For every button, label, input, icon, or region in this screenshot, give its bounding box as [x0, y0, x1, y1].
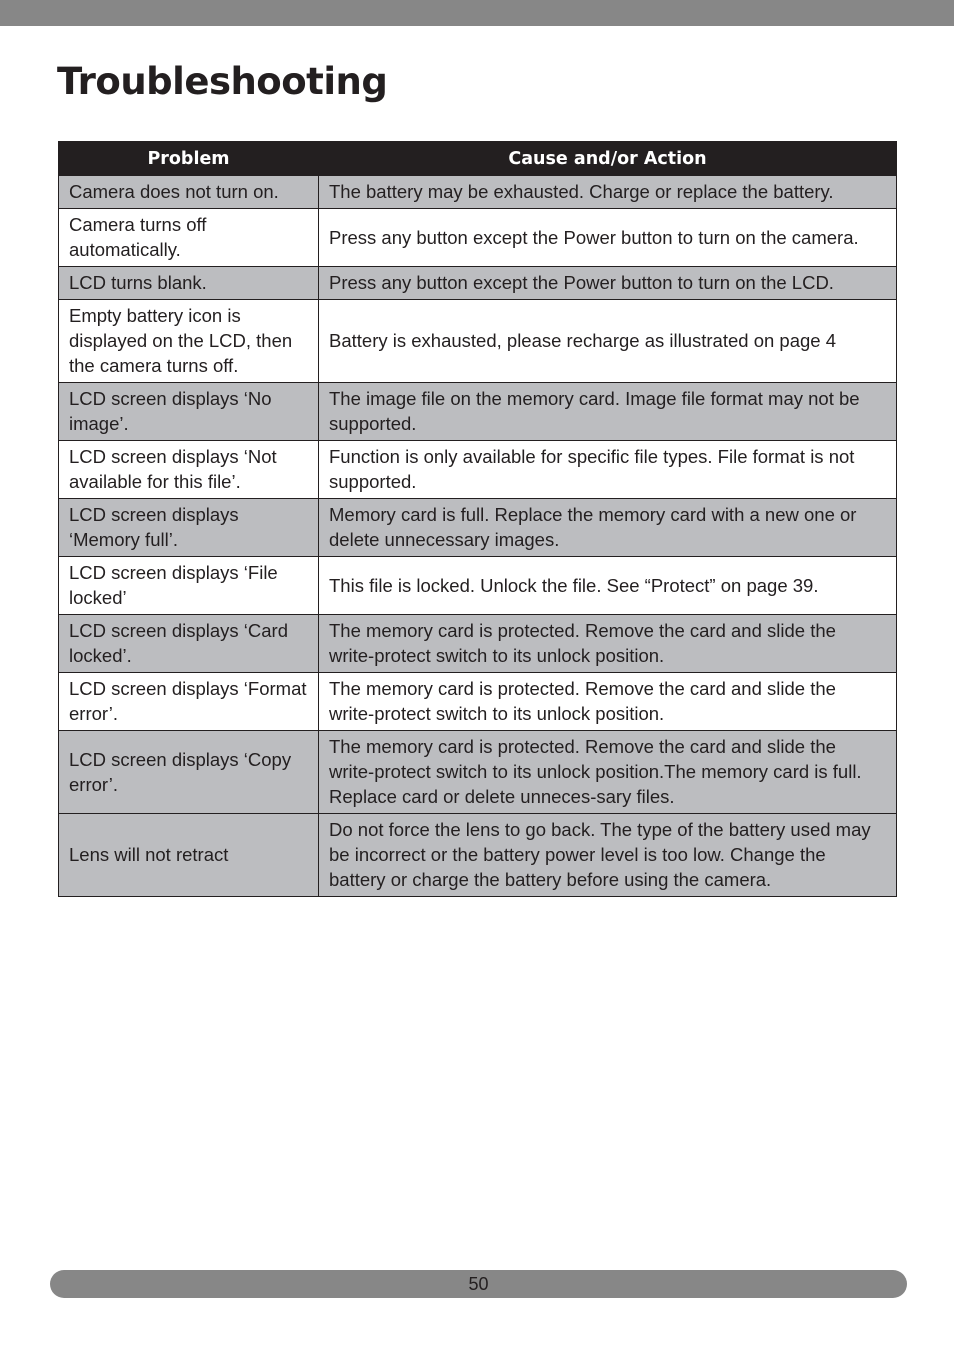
troubleshooting-table — [58, 141, 897, 897]
action-cell: The image file on the memory card. Image file format may not be supported. — [319, 383, 897, 441]
table-row — [59, 209, 897, 267]
problem-cell: Empty battery icon is displayed on the LCD, then the camera turns off. — [59, 300, 319, 383]
action-cell: Do not force the lens to go back. The type of the battery used may be incorrect or the battery power level is too low. Change the battery or charge the battery before using the camera. — [319, 814, 897, 897]
table-header-row — [59, 142, 897, 176]
problem-cell: Camera turns off automatically. — [59, 209, 319, 267]
action-cell: Function is only available for specific file types. File format is not supported. — [319, 441, 897, 499]
action-cell: Battery is exhausted, please recharge as illustrated on page 4 — [319, 300, 897, 383]
problem-cell: LCD screen displays ‘Card locked’. — [59, 615, 319, 673]
table-row — [59, 300, 897, 383]
problem-cell: LCD screen displays ‘File locked’ — [59, 557, 319, 615]
action-cell: Press any button except the Power button to turn on the LCD. — [319, 267, 897, 300]
table-row — [59, 441, 897, 499]
problem-cell: LCD screen displays ‘Memory full’. — [59, 499, 319, 557]
action-cell: Press any button except the Power button to turn on the camera. — [319, 209, 897, 267]
problem-cell: LCD screen displays ‘Format error’. — [59, 673, 319, 731]
table-row — [59, 176, 897, 209]
column-header-problem: Problem — [59, 142, 319, 176]
action-cell: Memory card is full. Replace the memory card with a new one or delete unnecessary images. — [319, 499, 897, 557]
action-cell: This file is locked. Unlock the file. See “Protect” on page 39. — [319, 557, 897, 615]
table-row — [59, 731, 897, 814]
table-row — [59, 615, 897, 673]
problem-cell: LCD screen displays ‘No image’. — [59, 383, 319, 441]
problem-cell: LCD screen displays ‘Copy error’. — [59, 731, 319, 814]
top-bar — [0, 0, 954, 26]
problem-cell: LCD turns blank. — [59, 267, 319, 300]
action-cell: The memory card is protected. Remove the card and slide the write-protect switch to its unlock position. — [319, 673, 897, 731]
page-number: 50 — [468, 1274, 489, 1294]
problem-cell: Camera does not turn on. — [59, 176, 319, 209]
table-row — [59, 267, 897, 300]
action-cell: The memory card is protected. Remove the card and slide the write-protect switch to its unlock position. — [319, 615, 897, 673]
page-title: Troubleshooting — [57, 60, 388, 103]
table-row — [59, 499, 897, 557]
table-row — [59, 814, 897, 897]
table-row — [59, 557, 897, 615]
problem-cell: Lens will not retract — [59, 814, 319, 897]
table-row — [59, 383, 897, 441]
action-cell: The memory card is protected. Remove the card and slide the write-protect switch to its unlock position.The memory card is full. Replace card or delete unneces-sary files. — [319, 731, 897, 814]
action-cell: The battery may be exhausted. Charge or replace the battery. — [319, 176, 897, 209]
problem-cell: LCD screen displays ‘Not available for this file’. — [59, 441, 319, 499]
column-header-cause-action: Cause and/or Action — [319, 142, 897, 176]
footer-bar — [50, 1270, 907, 1298]
table-row — [59, 673, 897, 731]
